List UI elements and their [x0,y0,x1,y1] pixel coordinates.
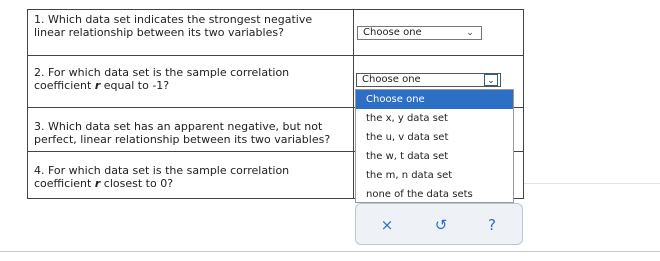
question-2-r-symbol: r [94,79,101,92]
help-question-icon[interactable]: ? [488,216,496,234]
dropdown-option-none[interactable]: none of the data sets [366,189,473,200]
question-4-line-2-post: closest to 0? [100,177,174,190]
question-text-2 [28,56,354,107]
question-2-line-2-post: equal to -1? [100,79,170,92]
question-4-r-symbol: r [94,177,101,190]
question-text-1 [28,10,354,55]
question-1-line-2: linear relationship between its two variables? [34,26,284,39]
question-text-3 [28,108,354,151]
question-text-4 [28,152,354,198]
answer-dropdown-list [355,89,514,203]
answer-select-1[interactable] [357,26,482,40]
question-2-line-1: 2. For which data set is the sample correlation [34,66,290,79]
question-2-line-2-pre: coefficient [34,79,95,92]
dropdown-option-choose-one[interactable]: Choose one [356,90,513,109]
clear-x-icon[interactable]: × [380,216,394,234]
divider [0,251,660,252]
answer-select-2[interactable] [356,73,501,87]
question-2-line-2 [34,79,347,92]
divider [524,183,660,184]
dropdown-option-uv[interactable]: the u, v data set [366,132,449,143]
answer-select-1-value: Choose one [363,27,422,38]
question-row-1 [28,10,523,56]
question-3-line-2: perfect, linear relationship between its two variables? [34,133,331,146]
chevron-down-icon: ⌄ [484,74,498,86]
answer-select-2-value: Choose one [362,74,421,85]
answer-cell-1 [354,10,523,55]
answer-toolbar [355,203,523,245]
dropdown-option-mn[interactable]: the m, n data set [366,170,453,181]
question-3-line-1: 3. Which data set has an apparent negative, but not [34,120,323,133]
question-4-line-2 [34,177,347,190]
question-1-line-1: 1. Which data set indicates the strongest negative [34,13,313,26]
chevron-down-icon: ⌄ [466,28,474,38]
question-4-line-1: 4. For which data set is the sample correlation [34,164,290,177]
undo-icon[interactable]: ↺ [434,216,448,234]
dropdown-option-wt[interactable]: the w, t data set [366,151,449,162]
question-4-line-2-pre: coefficient [34,177,95,190]
dropdown-option-xy[interactable]: the x, y data set [366,113,448,124]
